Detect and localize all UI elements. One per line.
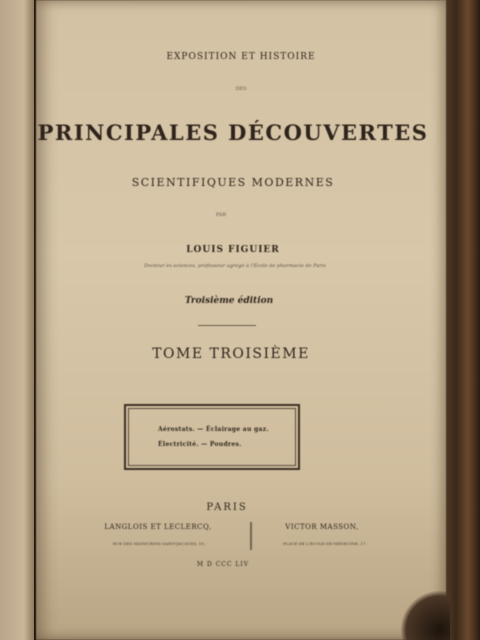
- edition-label: Troisième édition: [184, 296, 274, 306]
- publisher-right: VICTOR MASSON,: [285, 523, 359, 531]
- city-label: PARIS: [206, 502, 248, 513]
- address-left: RUE DES MATHURINS-SAINT-JACQUES, 10;: [112, 541, 206, 546]
- contents-box: [124, 404, 300, 470]
- author-name: LOUIS FIGUIER: [186, 245, 280, 255]
- publication-year: M D CCC LIV: [196, 561, 250, 568]
- book-title: PRINCIPALES DÉCOUVERTES: [37, 120, 429, 145]
- torn-page-corner: [400, 590, 450, 640]
- header-line: EXPOSITION ET HISTOIRE: [166, 52, 316, 62]
- title-page: [36, 0, 446, 640]
- book-spine-background: [440, 0, 480, 640]
- par-word: PAR: [215, 212, 227, 218]
- publisher-left: LANGLOIS ET LECLERCQ,: [104, 523, 212, 531]
- short-rule: [198, 325, 256, 326]
- address-right: PLACE DE L'ÉCOLE-DE-MÉDECINE, 17.: [283, 541, 367, 546]
- volume-label: TOME TROISIÈME: [152, 346, 310, 362]
- left-facing-page: [0, 0, 34, 640]
- contents-line-1: Aérostats. — Éclairage au gaz.: [158, 426, 269, 433]
- author-description: Docteur ès-sciences, professeur agrégé à l'École de pharmacie de Paris: [144, 263, 326, 269]
- book-subtitle: SCIENTIFIQUES MODERNES: [131, 176, 335, 189]
- des-word: DES: [235, 86, 247, 92]
- contents-line-2: Électricité. — Poudres.: [158, 441, 242, 448]
